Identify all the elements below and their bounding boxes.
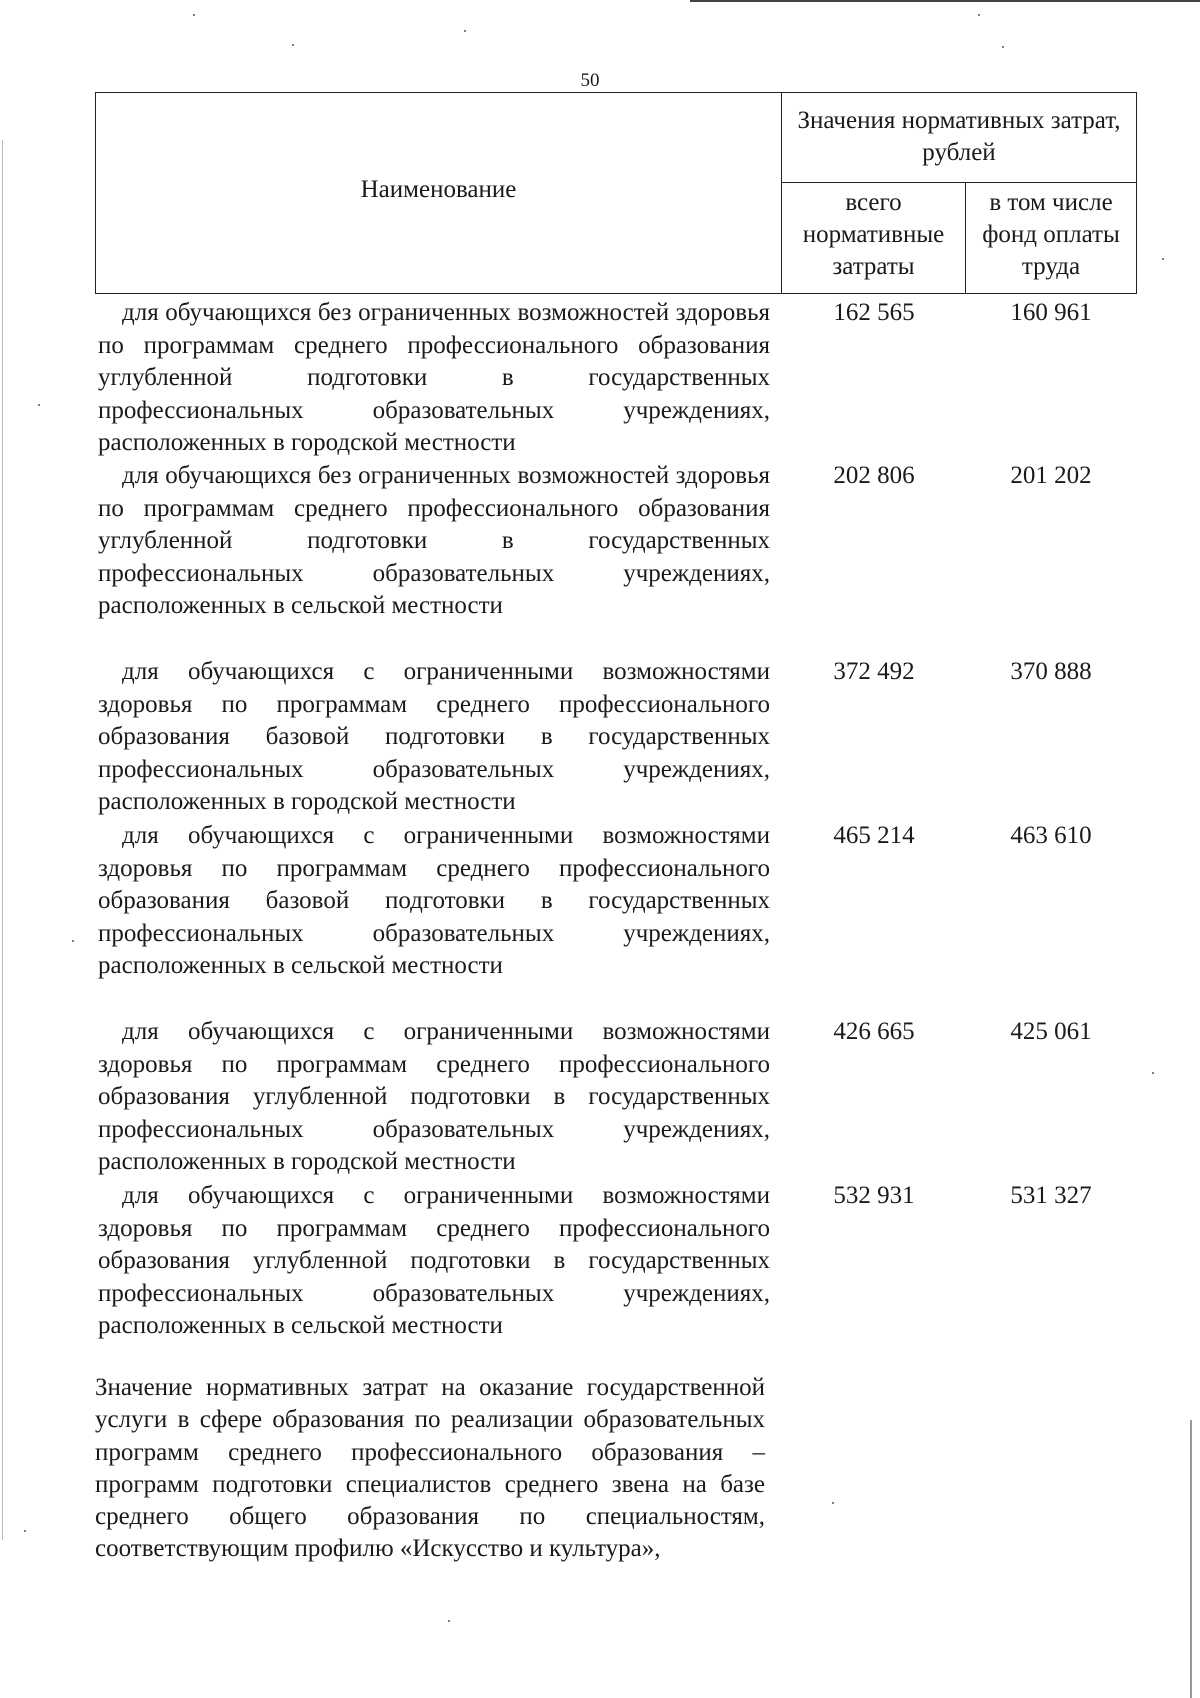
scan-speck	[38, 404, 40, 406]
scan-speck	[24, 1530, 26, 1532]
row-description: для обучающихся с ограниченными возможностями здоровья по программам среднего профессионального образования углубленной подготовки в государственных профессиональных образовательных учреждениях, расположенных в городской местности	[98, 1018, 770, 1175]
scan-speck	[448, 1620, 450, 1622]
row-description: для обучающихся с ограниченными возможностями здоровья по программам среднего профессионального образования базовой подготовки в государственных профессиональных образовательных учреждениях, расположенных в сельской местности	[98, 822, 770, 979]
header-wage-label: в том числе фонд оплаты труда	[982, 189, 1120, 280]
header-name-cell	[96, 93, 782, 293]
row-total-value: 426 665	[833, 1018, 915, 1045]
row-total-value: 372 492	[833, 658, 915, 685]
scan-speck	[464, 30, 466, 32]
row-total-value: 465 214	[833, 822, 915, 849]
scan-speck	[72, 940, 74, 942]
header-values-label: Значения нормативных затрат, рублей	[782, 93, 1136, 183]
scan-speck	[292, 44, 294, 46]
scan-speck	[193, 14, 195, 16]
row-description: для обучающихся без ограниченных возможностей здоровья по программам среднего профессионального образования углубленной подготовки в государственных профессиональных образовательных учреждениях, расположенных в городской местности	[98, 299, 770, 456]
scan-left-edge	[2, 140, 3, 1540]
header-total-label: всего нормативные затраты	[782, 183, 966, 293]
row-wage-value: 463 610	[1010, 822, 1092, 849]
row-description: для обучающихся с ограниченными возможностями здоровья по программам среднего профессионального образования углубленной подготовки в государственных профессиональных образовательных учреждениях, расположенных в сельской местности	[98, 1182, 770, 1339]
row-wage-value: 160 961	[1010, 299, 1092, 326]
row-total-value: 532 931	[833, 1182, 915, 1209]
scan-speck	[1162, 258, 1164, 260]
row-wage-value: 370 888	[1010, 658, 1092, 685]
scan-right-edge	[1190, 1420, 1192, 1698]
row-wage-value: 201 202	[1010, 462, 1092, 489]
scan-top-line	[690, 0, 1200, 2]
scan-speck	[832, 1502, 834, 1504]
page-number: 50	[580, 70, 600, 91]
row-total-value: 162 565	[833, 299, 915, 326]
scan-speck	[978, 14, 980, 16]
scan-speck	[1152, 1072, 1154, 1074]
closing-paragraph: Значение нормативных затрат на оказание государственной услуги в сфере образования по реализации образовательных программ среднего профессионального образования – программ подготовки специалистов среднего звена на базе среднего общего образования по специальностям, соответствующим профилю «Искусство и культура»,	[95, 1374, 765, 1563]
table-header	[95, 92, 1137, 294]
scan-speck	[1002, 46, 1004, 48]
row-wage-value: 425 061	[1010, 1018, 1092, 1045]
header-name-label: Наименование	[360, 176, 517, 203]
row-description: для обучающихся с ограниченными возможностями здоровья по программам среднего профессионального образования базовой подготовки в государственных профессиональных образовательных учреждениях, расположенных в городской местности	[98, 658, 770, 815]
row-total-value: 202 806	[833, 462, 915, 489]
row-description: для обучающихся без ограниченных возможностей здоровья по программам среднего профессионального образования углубленной подготовки в государственных профессиональных образовательных учреждениях, расположенных в сельской местности	[98, 462, 770, 619]
row-wage-value: 531 327	[1010, 1182, 1092, 1209]
